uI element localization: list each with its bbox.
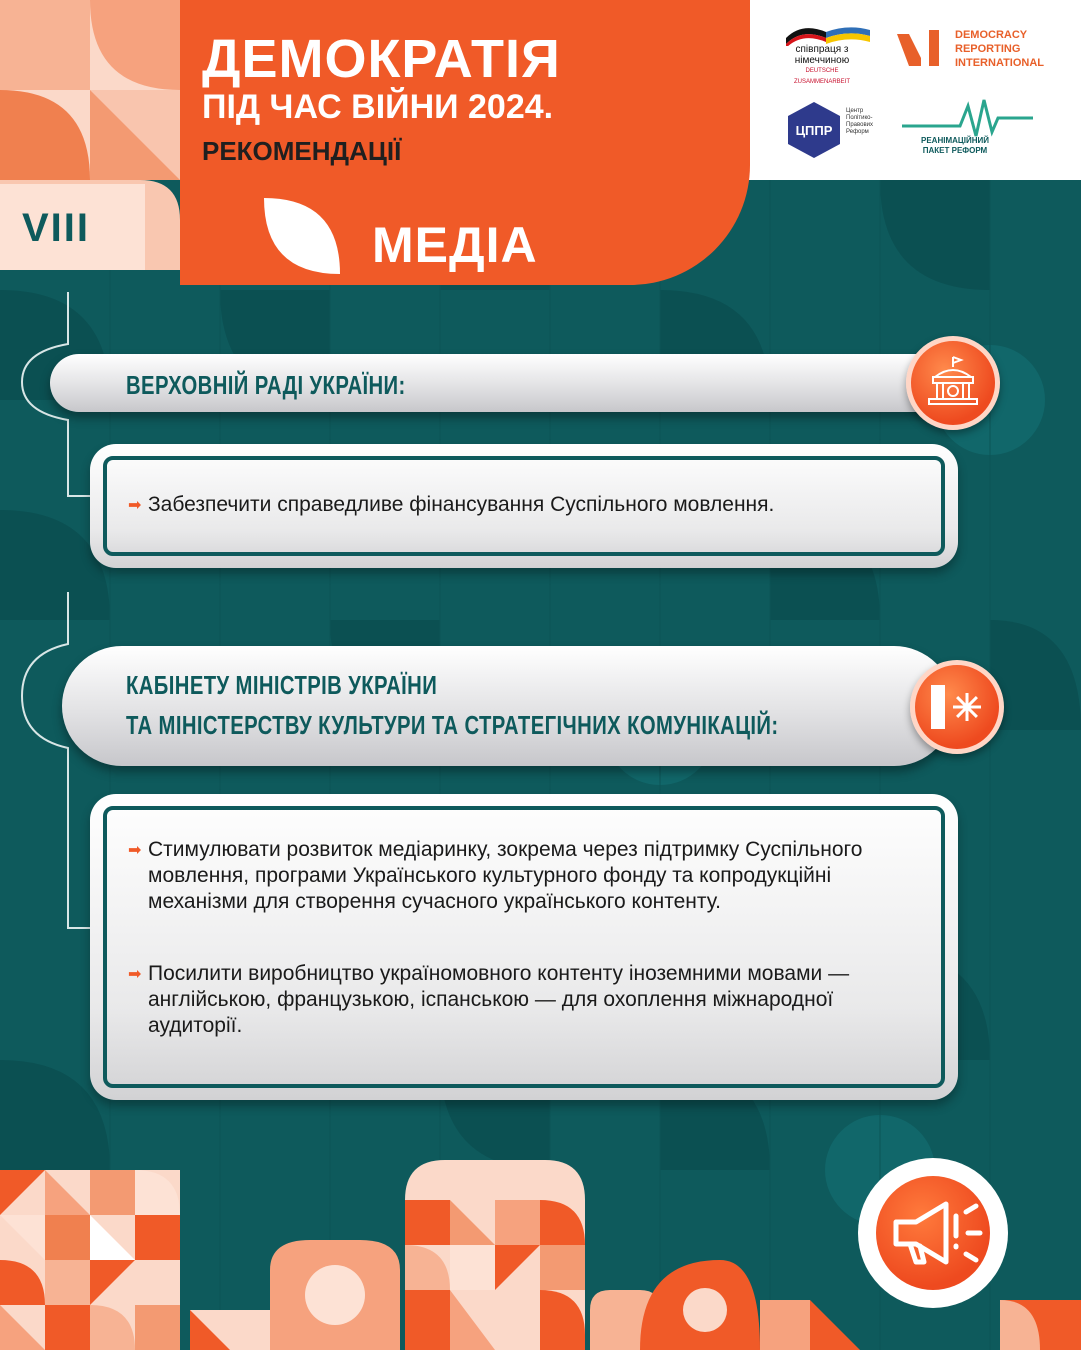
arrow-right-icon: ➡ bbox=[128, 497, 142, 514]
megaphone-icon bbox=[876, 1176, 990, 1290]
germany-ukraine-flag-icon bbox=[782, 20, 874, 46]
cppr-line4: Реформ bbox=[846, 129, 869, 135]
rpr-logo-text bbox=[905, 136, 1005, 156]
page-title-line3: РЕКОМЕНДАЦІЇ bbox=[202, 136, 402, 166]
list-item bbox=[128, 961, 908, 1039]
dri-logo-icon bbox=[895, 28, 945, 68]
giz-line2: німеччиною bbox=[794, 55, 850, 66]
addressee-cabinet-line1: КАБІНЕТУ МІНІСТРІВ УКРАЇНИ bbox=[126, 670, 438, 700]
page-title-line1: ДЕМОКРАТІЯ bbox=[202, 29, 561, 89]
list-item bbox=[128, 837, 908, 915]
section-title: МЕДІА bbox=[372, 217, 538, 273]
list-item bbox=[128, 492, 918, 518]
rpr-line2: ПАКЕТ РЕФОРМ bbox=[922, 146, 988, 155]
dri-line2: REPORTING bbox=[955, 43, 1021, 55]
giz-line1: співпраця з bbox=[795, 44, 849, 55]
government-emblem-icon bbox=[910, 660, 1004, 754]
addressee-pill-cabinet bbox=[62, 646, 954, 766]
heartbeat-logo-icon bbox=[900, 96, 1035, 138]
addressee-rada: ВЕРХОВНІЙ РАДІ УКРАЇНИ: bbox=[126, 370, 406, 400]
cppr-line3: Правових bbox=[846, 122, 873, 128]
section-number: VIII bbox=[22, 206, 91, 250]
dri-logo-text bbox=[955, 28, 1044, 70]
rpr-line1: РЕАНІМАЦІЙНИЙ bbox=[921, 136, 989, 145]
arrow-right-icon: ➡ bbox=[128, 842, 142, 859]
recommendation-text: Стимулювати розвиток медіаринку, зокрема через підтримку Суспільного мовлення, програми Українського культурного фонду та копродукційні механізми для створення сучасного українського контенту. bbox=[148, 838, 863, 913]
giz-logo-text bbox=[782, 44, 862, 88]
arrow-right-icon: ➡ bbox=[128, 966, 142, 983]
header-title-panel-corner bbox=[180, 180, 270, 285]
dri-line3: INTERNATIONAL bbox=[955, 57, 1045, 69]
recommendation-text: Посилити виробництво україномовного контенту іноземними мовами — англійською, французькою, іспанською — для охоплення міжнародної аудиторії. bbox=[148, 962, 850, 1037]
parliament-icon bbox=[906, 336, 1000, 430]
dri-line1: DEMOCRACY bbox=[955, 29, 1028, 41]
addressee-cabinet-line2: ТА МІНІСТЕРСТВУ КУЛЬТУРИ ТА СТРАТЕГІЧНИХ КОМУНІКАЦІЙ: bbox=[126, 710, 779, 740]
page-title-line2: ПІД ЧАС ВІЙНИ 2024. bbox=[202, 88, 554, 126]
cppr-logo-text bbox=[846, 108, 873, 136]
recommendation-text: Забезпечити справедливе фінансування Суспільного мовлення. bbox=[148, 493, 775, 516]
leaf-icon bbox=[262, 196, 342, 276]
cppr-line2: Політико- bbox=[846, 115, 873, 121]
cppr-line1: Центр bbox=[846, 108, 864, 114]
cppr-mark: ЦППР bbox=[795, 123, 833, 138]
giz-line3: DEUTSCHE ZUSAMMENARBEIT bbox=[793, 68, 850, 85]
cppr-logo-icon bbox=[786, 100, 842, 160]
